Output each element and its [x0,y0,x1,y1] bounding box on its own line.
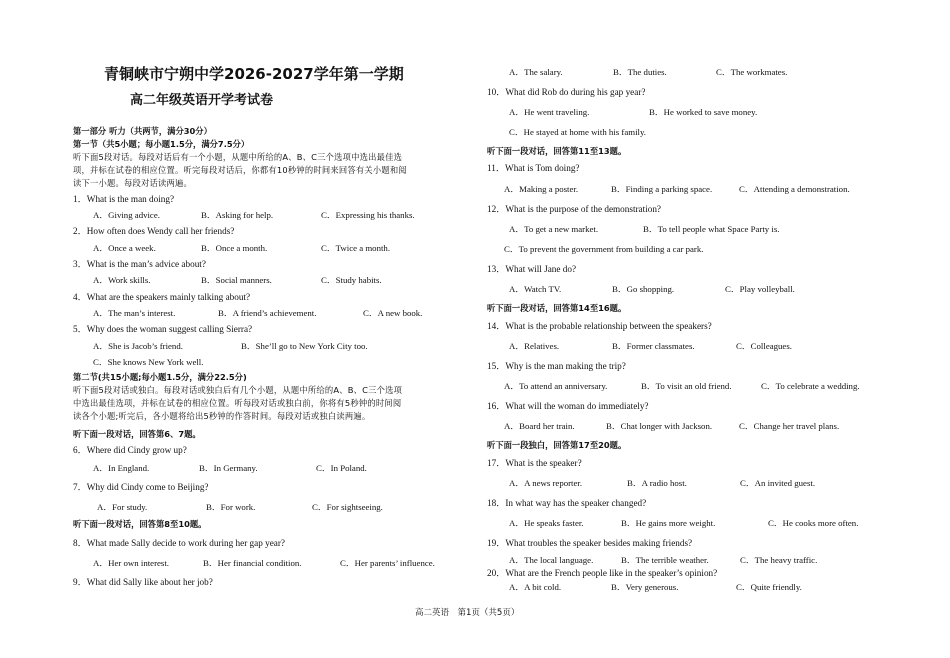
option-a: A．To get a new market. [509,224,599,234]
option-c: C．He stayed at home with his family. [509,127,646,137]
option-c: C．The workmates. [716,67,788,77]
option-c: C．A new book. [363,308,423,318]
option-b: B．Social manners. [201,275,272,285]
option-b: B．To tell people what Space Party is. [643,224,780,234]
option-c: C．Attending a demonstration. [739,184,850,194]
option-c: C．Twice a month. [321,243,391,253]
question-stem: 17．What is the speaker? [487,458,582,468]
option-b: B．Go shopping. [612,284,675,294]
question-stem: 4．What are the speakers mainly talking about? [73,292,251,302]
option-b: B．The duties. [613,67,667,77]
question-stem: 2．How often does Wendy call her friends? [73,226,235,236]
section2-instructions: 读各个小题;听完后，各小题将给出5秒钟的作答时间。每段对话或独白读两遍。 [73,411,371,421]
option-a: A．A bit cold. [509,582,562,592]
option-a: A．Making a poster. [504,184,579,194]
option-a: A．Watch TV. [509,284,562,294]
option-a: A．For study. [97,502,148,512]
option-b: B．He worked to save money. [649,107,758,117]
option-c: C．Change her travel plans. [739,421,840,431]
option-c: C．Quite friendly. [736,582,802,592]
option-b: B．Asking for help. [201,210,274,220]
option-a: A．Once a week. [93,243,156,253]
option-c: C．For sightseeing. [312,502,383,512]
option-a: A．The salary. [509,67,563,77]
page-footer: 高二英语 第1页（共5页） [415,608,520,618]
section2-instructions: 听下面5段对话或独白。每段对话或独白后有几个小题，从题中所给的A、B、C三个选项 [73,385,403,395]
question-stem: 9．What did Sally like about her job? [73,577,213,587]
option-c: C．She knows New York well. [93,357,204,367]
option-a: A．Her own interest. [93,558,169,568]
question-stem: 11．What is Tom doing? [487,163,580,173]
section1-instructions: 项，并标在试卷的相应位置。听完每段对话后，你都有10秒钟的时间来回答有关小题和阅 [73,165,407,175]
option-b: B．Chat longer with Jackson. [606,421,713,431]
group-instruction: 听下面一段对话，回答第8至10题。 [73,519,207,529]
option-a: A．She is Jacob’s friend. [93,341,183,351]
option-b: B．Finding a parking space. [611,184,713,194]
question-stem: 15．Why is the man making the trip? [487,361,626,371]
option-a: A．To attend an anniversary. [504,381,608,391]
option-a: A．A news reporter. [509,478,583,488]
option-c: C．Expressing his thanks. [321,210,415,220]
option-b: B．A radio host. [627,478,687,488]
question-stem: 19．What troubles the speaker besides making friends? [487,538,693,548]
option-b: B．Her financial condition. [203,558,302,568]
option-a: A．The man’s interest. [93,308,176,318]
option-b: B．For work. [206,502,256,512]
exam-title: 青铜峡市宁朔中学2026-2027学年第一学期 [104,65,404,83]
option-c: C．In Poland. [316,463,367,473]
option-b: B．In Germany. [199,463,258,473]
option-a: A．Relatives. [509,341,560,351]
option-c: C．To prevent the government from building a car park. [504,244,704,254]
option-c: C．The heavy traffic. [740,555,818,565]
section1-heading: 第一节（共5小题；每小题1.5分，满分7.5分） [73,139,250,149]
question-stem: 18．In what way has the speaker changed? [487,498,647,508]
section2-heading: 第二节(共15小题;每小题1.5分，满分22.5分) [73,372,247,382]
option-a: A．Work skills. [93,275,151,285]
section1-instructions: 读下一小题。每段对话读两遍。 [73,178,192,188]
group-instruction: 听下面一段对话，回答第14至16题。 [487,303,627,313]
option-c: C．Study habits. [321,275,382,285]
option-c: C．Play volleyball. [725,284,795,294]
question-stem: 5．Why does the woman suggest calling Sierra? [73,324,253,334]
option-b: B．The terrible weather. [621,555,709,565]
group-instruction: 听下面一段独白，回答第17至20题。 [487,440,627,450]
option-b: B．A friend’s achievement. [218,308,317,318]
option-a: A．Board her train. [504,421,575,431]
option-b: B．He gains more weight. [621,518,716,528]
group-instruction: 听下面一段对话，回答第11至13题。 [487,146,627,156]
part1-heading: 第一部分 听力（共两节，满分30分） [73,126,212,136]
question-stem: 10．What did Rob do during his gap year? [487,87,646,97]
option-c: C．Colleagues. [736,341,792,351]
question-stem: 8．What made Sally decide to work during her gap year? [73,538,286,548]
question-stem: 7．Why did Cindy come to Beijing? [73,482,209,492]
option-a: A．In England. [93,463,150,473]
option-a: A．He went traveling. [509,107,590,117]
option-c: C．Her parents’ influence. [340,558,435,568]
question-stem: 1．What is the man doing? [73,194,175,204]
option-c: C．To celebrate a wedding. [761,381,860,391]
group-instruction: 听下面一段对话，回答第6、7题。 [73,429,201,439]
question-stem: 20．What are the French people like in the speaker’s opinion? [487,568,718,578]
option-b: B．Once a month. [201,243,268,253]
option-b: B．She’ll go to New York City too. [241,341,368,351]
question-stem: 13．What will Jane do? [487,264,577,274]
option-a: A．He speaks faster. [509,518,584,528]
option-a: A．Giving advice. [93,210,160,220]
question-stem: 3．What is the man’s advice about? [73,259,206,269]
option-a: A．The local language. [509,555,594,565]
section1-instructions: 听下面5段对话。每段对话后有一个小题，从题中所给的A、B、C三个选项中选出最佳选 [73,152,403,162]
exam-subtitle: 高二年级英语开学考试卷 [130,93,274,108]
option-c: C．He cooks more often. [768,518,859,528]
question-stem: 16．What will the woman do immediately? [487,401,649,411]
option-b: B．Former classmates. [612,341,695,351]
question-stem: 12．What is the purpose of the demonstration? [487,204,662,214]
question-stem: 14．What is the probable relationship between the speakers? [487,321,712,331]
option-b: B．Very generous. [611,582,679,592]
section2-instructions: 中选出最佳选项，并标在试卷的相应位置。听每段对话或独白前，你将有5秒钟的时间阅 [73,398,402,408]
option-c: C．An invited guest. [740,478,816,488]
option-b: B．To visit an old friend. [641,381,732,391]
question-stem: 6．Where did Cindy grow up? [73,445,187,455]
